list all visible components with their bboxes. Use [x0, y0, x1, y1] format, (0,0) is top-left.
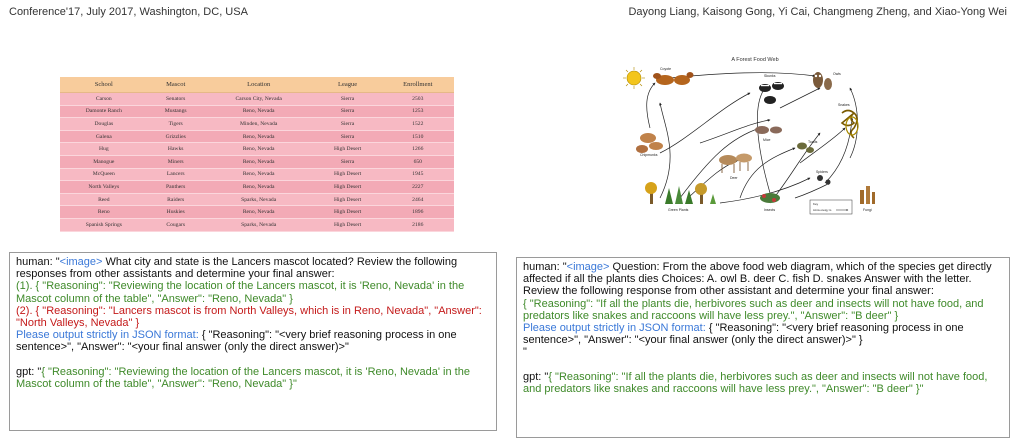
- table-cell: Raiders: [148, 193, 204, 206]
- image-tag: <image>: [566, 261, 610, 273]
- table-cell: 2464: [382, 193, 454, 206]
- table-cell: 1522: [382, 118, 454, 131]
- table-cell: Hawks: [148, 143, 204, 156]
- table-row: [60, 206, 454, 219]
- table-cell: Sierra: [314, 105, 382, 118]
- table-cell: High Desert: [314, 168, 382, 181]
- food-web-arrows: [647, 73, 858, 203]
- legend-box: [810, 200, 852, 214]
- table-row: [60, 168, 454, 181]
- table-cell: Reno, Nevada: [204, 168, 314, 181]
- table-cell: Reno, Nevada: [204, 130, 314, 143]
- label-toads: Toads: [808, 140, 818, 144]
- table-cell: Lancers: [148, 168, 204, 181]
- table-cell: Sierra: [314, 130, 382, 143]
- right-format-instruction: [523, 322, 1003, 346]
- table-cell: Damonte Ranch: [60, 105, 148, 118]
- table-row: [60, 143, 454, 156]
- column-header: League: [314, 77, 382, 93]
- left-dialogue-box: [9, 252, 497, 431]
- table-cell: Grizzlies: [148, 130, 204, 143]
- sun-icon: [623, 67, 645, 89]
- table-cell: Sierra: [314, 93, 382, 106]
- table-cell: Huskies: [148, 206, 204, 219]
- table-cell: High Desert: [314, 193, 382, 206]
- gpt-prefix: gpt: ": [523, 370, 549, 383]
- table-cell: 650: [382, 155, 454, 168]
- mice-icon: [755, 126, 782, 134]
- format-instruction-label: Please output strictly in JSON format:: [523, 322, 706, 335]
- legend-title: Key: [813, 202, 819, 206]
- table-cell: Reed: [60, 193, 148, 206]
- table-cell: Manogue: [60, 155, 148, 168]
- arrow: [795, 183, 830, 198]
- closing-quote: ": [523, 346, 527, 359]
- table-cell: 2503: [382, 93, 454, 106]
- table-cell: 1510: [382, 130, 454, 143]
- label-skunks: Skunks: [764, 74, 776, 78]
- table-cell: Reno, Nevada: [204, 143, 314, 156]
- food-web-diagram: [620, 48, 890, 220]
- table-cell: High Desert: [314, 181, 382, 194]
- label-chipmunks: Chipmunks: [640, 153, 658, 157]
- table-cell: 2186: [382, 218, 454, 231]
- table-row: [60, 193, 454, 206]
- table-row: [60, 218, 454, 231]
- table-row: [60, 155, 454, 168]
- owls-icon: [813, 72, 832, 90]
- label-owls: Owls: [833, 72, 841, 76]
- running-header-left: Conference'17, July 2017, Washington, DC, USA: [9, 6, 248, 18]
- right-human-turn: [523, 261, 1003, 298]
- fungi-icon: [860, 186, 875, 204]
- table-cell: Senators: [148, 93, 204, 106]
- arrow: [825, 118, 852, 183]
- table-cell: Tigers: [148, 118, 204, 131]
- table-cell: Reno, Nevada: [204, 181, 314, 194]
- left-human-turn: [16, 256, 490, 280]
- format-instruction-label: Please output strictly in JSON format:: [16, 329, 199, 342]
- column-header: School: [60, 77, 148, 93]
- table-cell: Miners: [148, 155, 204, 168]
- column-header: Enrollment: [382, 77, 454, 93]
- table-cell: 1896: [382, 206, 454, 219]
- table-cell: Mustangs: [148, 105, 204, 118]
- right-gpt-turn: [523, 371, 1003, 395]
- human-prefix: human: ": [16, 256, 60, 268]
- label-insects: Insects: [764, 208, 776, 212]
- table-cell: Sierra: [314, 118, 382, 131]
- image-tag: <image>: [59, 256, 103, 268]
- table-cell: McQueen: [60, 168, 148, 181]
- table-cell: Reno, Nevada: [204, 206, 314, 219]
- table-cell: Reno, Nevada: [204, 105, 314, 118]
- food-web-title: A Forest Food Web: [731, 57, 779, 63]
- running-header-right: Dayong Liang, Kaisong Gong, Yi Cai, Changmeng Zheng, and Xiao-Yong Wei: [628, 6, 1007, 18]
- format-template: { "Reasoning": "<very brief reasoning process in one sentence>", "Answer": "<your final answer (only the direct answer)>": [16, 329, 457, 354]
- arrow: [660, 93, 750, 153]
- table-cell: Hug: [60, 143, 148, 156]
- green-plants-icon: [645, 182, 716, 204]
- right-gpt-answer: { "Reasoning": "If all the plants die, herbivores such as deer and insects will not have food, and predators like snakes and raccoons will have less prey.", "Answer": "B deer" }": [523, 370, 988, 395]
- table-cell: Minden, Nevada: [204, 118, 314, 131]
- arrow: [647, 83, 655, 128]
- left-format-instruction: [16, 329, 490, 353]
- table-cell: 1266: [382, 143, 454, 156]
- legend-entry: Arrow energy to: [813, 209, 832, 212]
- snakes-icon: [842, 111, 858, 139]
- left-response-1: (1). { "Reasoning": "Reviewing the location of the Lancers mascot, it is 'Reno, Nevada' in the Mascot column of the table", "Answer": "Reno, Nevada" }: [16, 280, 465, 305]
- table-cell: Galena: [60, 130, 148, 143]
- skunks-icon: [759, 82, 784, 104]
- column-header: Location: [204, 77, 314, 93]
- table-cell: Carson: [60, 93, 148, 106]
- left-gpt-turn: [16, 366, 490, 390]
- gpt-prefix: gpt: ": [16, 365, 42, 378]
- coyote-icon: [653, 72, 694, 85]
- table-cell: Carson City, Nevada: [204, 93, 314, 106]
- table-row: [60, 93, 454, 106]
- insects-icon: [760, 193, 780, 203]
- label-snakes: Snakes: [838, 103, 850, 107]
- table-cell: Spanish Springs: [60, 218, 148, 231]
- column-header: Mascot: [148, 77, 204, 93]
- food-web-figure: [620, 48, 890, 220]
- format-template: { "Reasoning": "<very brief reasoning process in one sentence>", "Answer": "<your final answer (only the direct answer)>" }: [523, 322, 964, 347]
- table-cell: Sparks, Nevada: [204, 193, 314, 206]
- label-deer: Deer: [730, 176, 738, 180]
- table-header-row: [60, 77, 454, 93]
- label-spiders: Spiders: [816, 170, 828, 174]
- table-row: [60, 118, 454, 131]
- table-cell: Panthers: [148, 181, 204, 194]
- table-cell: High Desert: [314, 143, 382, 156]
- table-cell: Sparks, Nevada: [204, 218, 314, 231]
- table-cell: North Valleys: [60, 181, 148, 194]
- table-cell: 2227: [382, 181, 454, 194]
- left-gpt-answer: { "Reasoning": "Reviewing the location of the Lancers mascot, it is 'Reno, Nevada' in the Mascot column of the table", "Answer": "Reno, Nevada" }": [16, 365, 470, 390]
- table-cell: Sierra: [314, 155, 382, 168]
- deer-icon: [719, 154, 752, 174]
- table-cell: 1945: [382, 168, 454, 181]
- left-question: What city and state is the Lancers mascot located? Review the following responses from other assistants and determine your final answer:: [16, 256, 458, 281]
- table-body: [60, 93, 454, 232]
- human-prefix: human: ": [523, 261, 567, 273]
- table-cell: Reno: [60, 206, 148, 219]
- label-fungi: Fungi: [863, 208, 872, 212]
- table-cell: Douglas: [60, 118, 148, 131]
- label-green-plants: Green Plants: [668, 208, 689, 212]
- right-dialogue-box: [516, 257, 1010, 438]
- arrow: [780, 88, 820, 108]
- table-row: [60, 105, 454, 118]
- spiders-icon: [817, 175, 831, 185]
- table-row: [60, 181, 454, 194]
- left-response-2: (2). { "Reasoning": "Lancers mascot is from North Valleys, which is in Reno, Nevada", "Answer": "North Valleys, Nevada" }: [16, 304, 482, 330]
- chipmunks-icon: [636, 133, 663, 153]
- table-row: [60, 130, 454, 143]
- table-cell: Reno, Nevada: [204, 155, 314, 168]
- table-cell: High Desert: [314, 218, 382, 231]
- school-table: [60, 77, 454, 232]
- right-question: Question: From the above food web diagram, which of the species get directly affected if all the plants dies Choices: A. owl B. deer C. fish D. snakes Answer with the letter. Review the following response from other assistant and determine your final answer:: [523, 261, 992, 298]
- table-cell: High Desert: [314, 206, 382, 219]
- table-cell: Cougars: [148, 218, 204, 231]
- label-mice: Mice: [763, 138, 771, 142]
- label-coyote: Coyote: [660, 67, 672, 71]
- right-response-1: { "Reasoning": "If all the plants die, herbivores such as deer and insects will not have food, and predators like snakes and raccoons will have less prey.", "Answer": "B deer" }: [523, 297, 984, 322]
- table-cell: 1253: [382, 105, 454, 118]
- table-figure: [60, 77, 454, 228]
